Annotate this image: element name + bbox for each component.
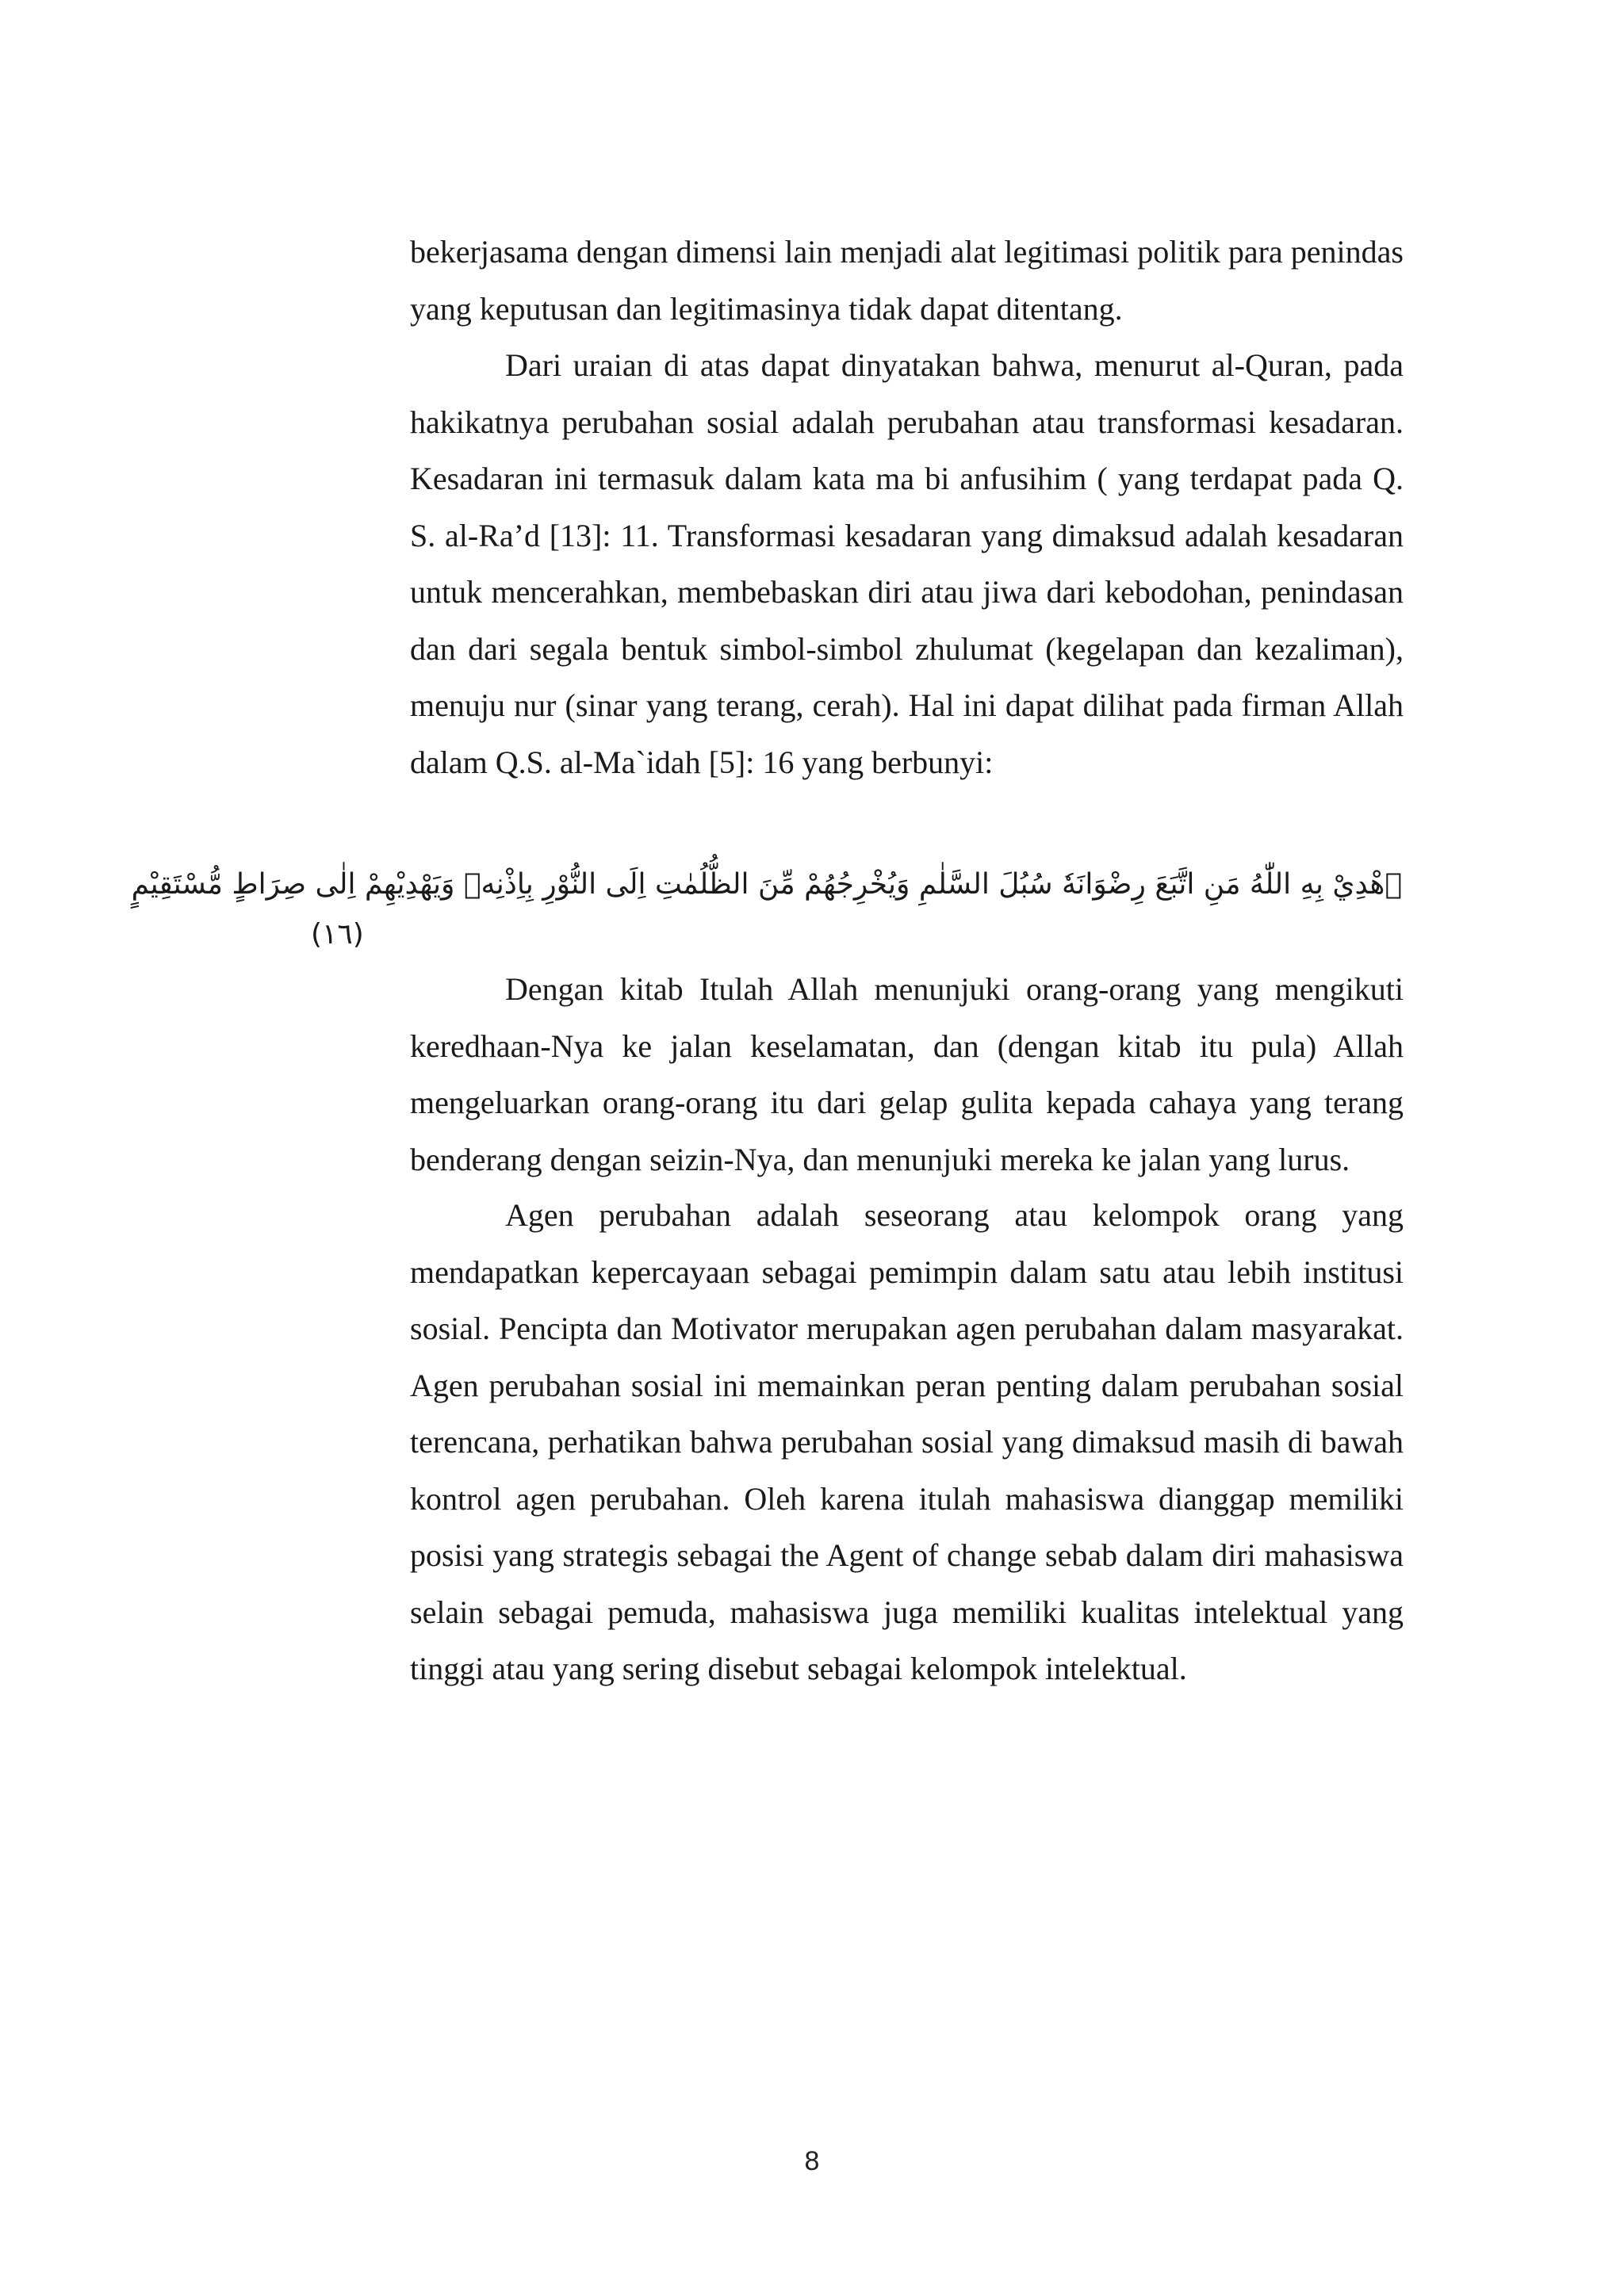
paragraph-continuation: bekerjasama dengan dimensi lain menjadi alat legitimasi politik para penindas yang keputusan dan legitimasinya tidak dapat ditentang. xyxy=(410,234,1404,327)
page-number: 8 xyxy=(804,2146,820,2176)
paragraph-verse-translation: Dengan kitab Itulah Allah menunjuki orang-orang yang mengikuti keredhaan-Nya ke jalan keselamatan, dan (dengan kitab itu pula) Allah mengeluarkan orang-orang itu dari gelap gulita kepada cahaya yang terang benderang dengan seizin-Nya, dan menunjuki mereka ke jalan yang lurus. xyxy=(410,971,1404,1177)
arabic-verse: ۨهْدِيْ بِهِ اللّٰهُ مَنِ اتَّبَعَ رِضْوَانَهٗ سُبُلَ السَّلٰمِ وَيُخْرِجُهُمْ مِّنَ الظُّلُمٰتِ اِلَى النُّوْرِ بِاِذْنِهٖ وَيَهْدِيْهِمْ اِلٰى صِرَاطٍ مُّسْتَقِيْمٍ xyxy=(131,868,1402,901)
paragraph-social-change-transformation: Dari uraian di atas dapat dinyatakan bahwa, menurut al-Quran, pada hakikatnya perubahan sosial adalah perubahan atau transformasi kesadaran. Kesadaran ini termasuk dalam kata ma bi anfusihim ( yang terdapat pada Q. S. al-Ra’d [13]: 11. Transformasi kesadaran yang dimaksud adalah kesadaran untuk mencerahkan, membebaskan diri atau jiwa dari kebodohan, penindasan dan dari segala bentuk simbol-simbol zhulumat (kegelapan dan kezaliman), menuju nur (sinar yang terang, cerah). Hal ini dapat dilihat pada firman Allah dalam Q.S. al-Ma`idah [5]: 16 yang berbunyi: xyxy=(410,347,1404,780)
arabic-verse-number: (١٦) xyxy=(311,918,364,951)
paragraph-agent-of-change: Agen perubahan adalah seseorang atau kelompok orang yang mendapatkan kepercayaan sebagai pemimpin dalam satu atau lebih institusi sosial. Pencipta dan Motivator merupakan agen perubahan dalam masyarakat. Agen perubahan sosial ini memainkan peran penting dalam perubahan sosial terencana, perhatikan bahwa perubahan sosial yang dimaksud masih di bawah kontrol agen perubahan. Oleh karena itulah mahasiswa dianggap memiliki posisi yang strategis sebagai the Agent of change sebab dalam diri mahasiswa selain sebagai pemuda, mahasiswa juga memiliki kualitas intelektual yang tinggi atau yang sering disebut sebagai kelompok intelektual. xyxy=(410,1197,1404,1686)
